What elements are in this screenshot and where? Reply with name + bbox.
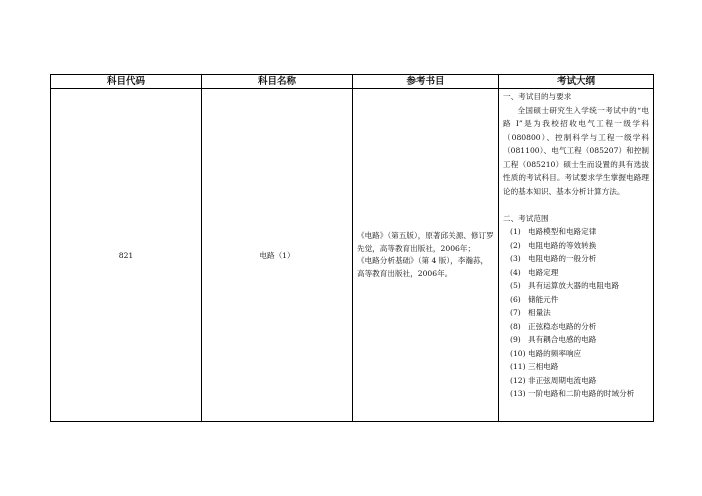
list-item: (4) 电路定理: [510, 267, 559, 277]
header-subject-code: 科目代码: [51, 75, 202, 89]
header-subject-name: 科目名称: [202, 75, 353, 89]
subject-code-cell: 821: [51, 89, 202, 422]
header-references: 参考书目: [353, 75, 499, 89]
list-item: (9) 具有耦合电感的电路: [510, 335, 597, 344]
list-item: (5) 具有运算放大器的电阻电路: [510, 281, 620, 290]
reference-item: 《电路》（第五版），原著邱关源、修订罗先觉，高等教育出版社，2006年；: [357, 231, 494, 253]
list-item: (6) 储能元件: [510, 294, 559, 304]
list-item: (12) 非正弦周期电流电路: [510, 375, 597, 385]
references-cell: [353, 89, 499, 422]
header-syllabus: 考试大纲: [499, 75, 654, 89]
list-item: (1) 电路模型和电路定律: [510, 227, 597, 236]
list-item: (10) 电路的频率响应: [510, 348, 582, 358]
list-item: (11) 三相电路: [510, 362, 559, 371]
section-paragraph: 全国硕士研究生入学统一考试中的“电路 I”是为我校招收电气工程一级学科（080800）、控制科学与工程一级学科（081100）、电气工程（085207）和控制工程（085210）硕士生而设置的具有选拔性质的考试科目。考试要求学生掌握电路理论的基本知识、基本分析计算方法。: [503, 105, 649, 196]
list-item: (2) 电阻电路的等效转换: [510, 240, 597, 250]
section-title: 一、考试目的与要求: [503, 92, 572, 101]
subject-name-cell: 电路（1）: [202, 89, 353, 422]
list-item: (7) 相量法: [510, 308, 551, 317]
list-item: (3) 电阻电路的一般分析: [510, 254, 597, 263]
header-row: [51, 75, 654, 89]
reference-item: 《电路分析基础》（第 4 版），李瀚荪，高等教育出版社，2006年。: [357, 256, 489, 278]
scope-list: [503, 225, 649, 401]
exam-outline-table: [50, 74, 654, 422]
list-item: (13) 一阶电路和二阶电路的时域分析: [510, 389, 635, 398]
list-item: (8) 正弦稳态电路的分析: [510, 321, 597, 331]
section-title: 二、考试范围: [503, 213, 549, 223]
syllabus-cell: [499, 89, 654, 422]
table-row: [51, 89, 654, 422]
